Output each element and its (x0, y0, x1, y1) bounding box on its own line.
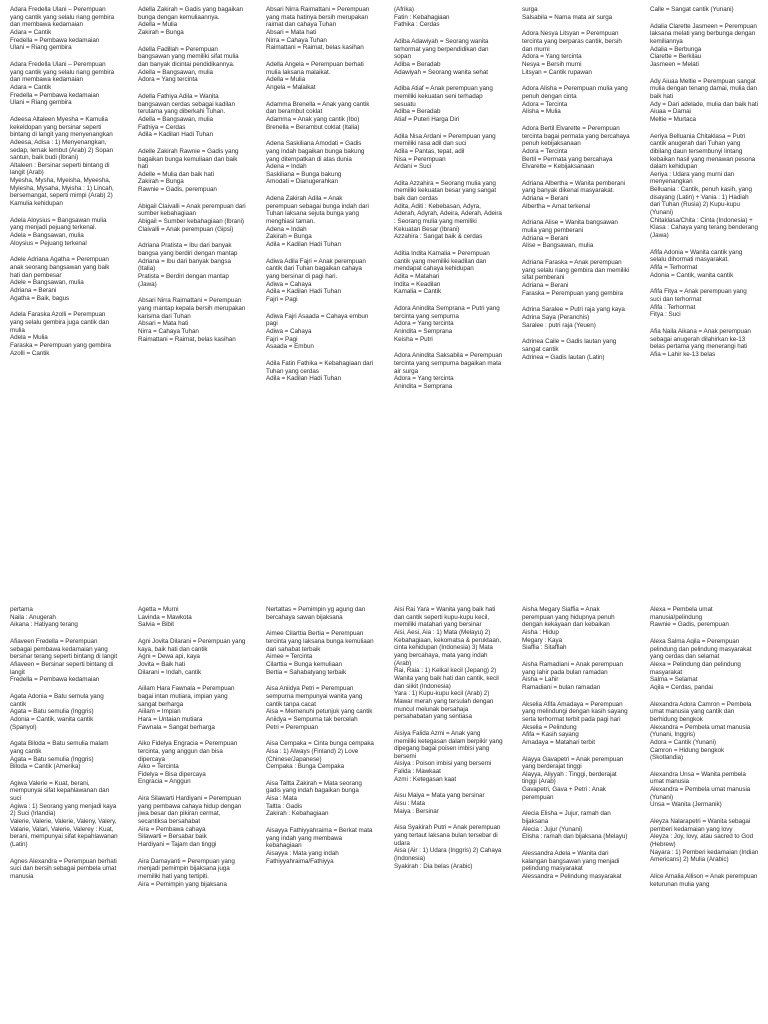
name-entry: Absari Nirra Raimattani = Perempuan yang mata hatinya bersih merupakan raimat dan cahaya Tuhan Absari = Mata hati Nirra = Cahaya Tuhan Raimattani = Raimat, belas kasihan (266, 6, 370, 52)
name-entry: Afifa Fitya = Anak perempuan yang suci dan terhormat Afifa : Terhormat Fitya : Suci (650, 288, 747, 319)
name-entry: Aisa Syakirah Putri = Anak perempuan yang tertaut laksana bulan tersebar di udara Aisa (Air : 1) Udara (Inggris) 2) Cahaya (Indonesia) Syakirah : Dia belas (Arabic) (394, 824, 502, 870)
name-entry: Aisa Taltta Zakirah = Mata seorang gadis yang indah bagaikan bunga Aisa : Mata Taltta : Gadis Zakirah : Kebahagiaan (266, 779, 362, 818)
name-entry: Afifa Adonia = Wanita cantik yang selalu dihormati masyarakat. Afifa = Terhormat Adonia = Cantik, wanita cantik (650, 248, 743, 279)
name-entry: Aira Silawarti Hardiyani = Perempuan yang pembawa cahaya hidup dengan jiwa besar dan pikiran cermat, secantiksa bersahabat Aira = Pembawa cahaya Silawarti = Bersabar baik Hardiyani = Tajam dan tinggi (138, 795, 242, 849)
name-entry: Adela Aloysius = Bangsawan mulia yang menjadi pejuang terkenal. Adela = Bangsawan, mulia Aloysius = Pejuang terkenal (10, 216, 107, 247)
name-entry: Abigail Claivalli = Anak perempuan dari sumber kebahagiaan Abigail = Sumber kebahagiaan (Ibrani) Claivalli = Anak perempuan (Gipsi) (138, 202, 246, 233)
name-entry: Aira Damayanti = Perempuan yang menjadi pemimpin bijaksana juga memiliki hati yang tertipiti. Aira = Pemimpin yang bijaksana (138, 857, 235, 888)
name-entry: Adamma Brenella = Anak yang cantik dan berambut coklat Adamma = Anak yang cantik (Ibo) Brenella = Berambut coklat (Italia) (266, 100, 370, 131)
bottom-text-block (0, 600, 768, 1024)
name-entry: Adriana Alise = Wanita bangsawan mulia yang pemberani Adriana = Berani Alise = Bangsawan, mulia (522, 219, 618, 250)
name-entry: Agiwa Valerie = Kuat, berani, mempunyai sifat kepahlawanan dan suci Agiwa : 1) Seorang yang menjadi kaya 2) Suci (Irlandia) Valerie, Valerie, Valerie, Valeny, Valery, Valarie, Valari, Valerie, Valerey : Kuat, berani, mempunyai sifat kepahlawanan (Latin) (10, 779, 118, 849)
name-entry: Aditia Indita Kamalia = Perempuan cantik yang memiliki keadilan dan mendapat cahaya kehidupan Adita = Matahari Indita = Keadilan Kamalia = Cantik (394, 250, 490, 296)
text-column (128, 600, 256, 1024)
name-entry: Aisayya Fathiyyahraima = Berkat mata yang indah yang membawa kebahagiaan Aisayya : Mata yang indah Fathiyyahraima/Fathiyya (266, 827, 373, 865)
name-entry: Adelle Zakirah Rawnie = Gadis yang bagaikan bunga kemuliaan dan baik hati Adelle = Mulia dan baik hati Zakirah = Bunga Rawnie = Gadis, perempuan (138, 147, 239, 194)
name-entry: Adella Angela = Perempuan berhati mulia laksana malaikat. Adella = Mulia Angela = Malaikat (266, 60, 364, 91)
name-entry: Alice Amalia Allison = Anak perempuan keturunan mulia yang (650, 873, 758, 888)
name-entry: Adila Fatin Fathika = Kebahagiaan dari Tuhan yang cerdas Adila = Kadilan Hadi Tuhan (266, 359, 374, 383)
text-column (256, 600, 384, 1024)
name-entry: Alayya Gavapetri = Anak perempuan yang berderajat tinggi Alayya, Aliyyah : Tinggi, berderajat tinggi (Arab) Gavapetri, Gava + Petri : Anak perempuan (522, 755, 624, 801)
name-entry: Adella Fadillah = Perempuan bangsawan yang memiliki sifat mulia dan banyak dicintai pendidikannya. Adella = Bangsawan, mulia Adora = Yang tercinta (138, 45, 239, 84)
name-entry: Adela Faraska Azolli = Perempuan yang selalu gembira juga cantik dan mulia Adela = Mulia Faraska = Perempuan yang gembira Azolli = Cantik (10, 311, 111, 357)
name-entry: Adita Azzahira = Seorang mulia yang memiliki kekuatan besar yang sangat baik dan cerdas Adita, Aditi : Kebebasan, Adyra, Aderah, Adyrah, Adeira, Aderah, Adeira : Seorang mulia yang memiliki Kekuatan Besar (Ibrani) Azzahira : Sangat baik & cerdas (394, 179, 502, 241)
name-entry: Adriana Albertha = Wanita pemberani yang banyak dikenal masyarakat. Adriana = Berani Albertha = Amat terkenal (522, 179, 626, 210)
text-column (384, 0, 512, 592)
text-column (0, 0, 128, 592)
name-entry: Aisa Cempaka = Cinta bunga cempaka Aisa : 1) Always (Finland) 2) Love (Chinese/Japanese) Cempaka : Bunga Cempaka (266, 740, 374, 771)
name-entry: Adora Nesya Litsyan = Perempuan tercinta yang berparas cantik, bersih dan murni Adora = Yang tercinta Nesya = Bersih murni Litsyan = Cantik rupawan (522, 30, 622, 76)
text-column (640, 0, 768, 592)
name-entry: Aeriya Belluania Chitaklasa = Putri cantik anugerah dari Tuhan yang dibilang daun tersembunyi lintang kebaikan hasil yang menawan pesona dalam kehidupan Aeriya : Udara yang murni dan menyenangkan Belluania : Cantik, penuh kasih, yang disayang (Latin) + Vania : 1) Hadiah dari Tuhan (Rusia) 2) Kupu-kupu (Yunani) Chitaklasa/Chita : Cinta (Indonesia) + Klasa : Cahaya yang terang benderang (Jawa) (650, 132, 758, 240)
name-entry: Adella Zakirah = Gadis yang bagaikan bunga dengan kemuliaannya. Adella = Mulia Zakirah = Bunga (138, 6, 243, 36)
text-column (512, 600, 640, 1024)
name-entry: Adila Nisa Ardani = Perempuan yang memiliki rasa adil dan suci Adila = Pantas, tepat, adil Nisa = Perempuan Ardani = Suci (394, 132, 496, 171)
name-entry: Aleyza Nalarapetri = Wanita sebagai pemberi kedamaian yang lovy Aleyza : Joy, lovy, atau sacred to God (Hebrew) Nayara : 1) Pemberi kedamaian (Indian Americans) 2) Mulia (Arabic) (650, 818, 759, 864)
name-entry: Aiko Fidelya Engracia = Perempuan tercinta, yang anggun dan bisa dipercaya Aiko = Tercinta Fidelya = Bisa dipercaya Engracia = Anggun (138, 740, 238, 786)
name-entry: Adrinea Caile = Gadis lautan yang sangat cantik Adrinea = Gadis lautan (Latin) (522, 338, 617, 361)
name-entry: Adrina Saralee = Putri raja yang kaya Adrina Saya (Peranchis) Saralee : putri raja (Yeuen) (522, 306, 625, 329)
name-entry: Aisha Ramadiani = Anak perempuan yang lahir pada bulan ramadan Aisha = Lahir Ramadiani = bulan ramadan (522, 660, 623, 691)
text-column (384, 600, 512, 1024)
name-entry: Adiba Adawiyah = Seorang wanita terhormat yang berpendidikan dan sopan Adiba = Beradab Adawiyah = Seorang wanita sehat (394, 37, 489, 76)
text-column (640, 600, 768, 1024)
name-entry: Alessandra Adela = Wanita dari kalangan bangsawan yang menjadi pelindung masyarakat Alessandra = Pelindung masyarakat (522, 850, 622, 881)
name-entry: Adiba Atiaf = Anak perempuan yang memiliki kekuatan seni terhadap sesuatu Adiba = Beradab Atiaf = Puteri Harga Diri (394, 85, 493, 123)
name-entry: Aiilam Hara Fawnala = Perempuan bagai intan mutiara, impian yang sangat berharga Aiilam = Impian Hara = Untaian mutiara Fawnala = Sangat berharga (138, 685, 235, 731)
name-entry: Adiwa Fajri Asaada = Cahaya embun pagi Adiwa = Cahaya Fajri = Pagi Asaada = Embun (266, 312, 369, 351)
name-entry: Agnes Alexandra = Perempuan berhati suci dan bersih sebagai pembela umat manusia (10, 857, 117, 881)
name-entry: Adora Anindita Semprana = Putri yang tercinta yang sempurna Adora = Yang tercinta Anindita = Semprana Keisha = Putri (394, 305, 500, 343)
name-entry: Aimee Cilarttia Bertia = Perempuan tercinta yang laksana bunga kemuliaan dari sahabat terbaik Aimee = Tercinta Cilarttia = Bunga kemuliaan Bertia = Sahabatyang terbaik (266, 630, 374, 676)
name-entry: Afia Naila Aikana = Anak perempuan sebagai anugerah dilahirkan ke-13 belas pertama yang menerangi hati Afia = Lahir ke-13 belas (650, 327, 751, 358)
name-entry: Adara Fredella Ulani – Perempuan yang cantik yang selalu riang gembira dan membawa kedamaian Adara = Cantik Fredella = Pembawa kedamaian Ulani = Riang gembira (10, 60, 115, 107)
name-entry: Adora Alisha = Perempuan mulia yang penuh dengan cinta Adora = Tercinta Alisha = Mulia (522, 85, 628, 116)
name-entry: Agni Jovita Dilarani = Perempuan yang kaya, baik hati dan cantik Agni = Dewa api, kaya Jovita = Baik hati Dilarani = Indah, cantik (138, 637, 246, 676)
name-entry: Adeesa Altaleen Myesha = Kamulia kekeldopan yang bersinar seperti bintang di langit yang menyenangkan Adeesa, Adisa : 1) Menyenangkan, sedap, lemak lembut (Arab) 2) Sopan santun, baik budi (Ibrani) Altaleen : Bersinar seperti bintang di langit (Arab) Myesha, Mysha, Myeisha, Myeesha, Myiesha, Mysaha, Myisha : 1) Lincah, bersemangat, seperti mimpi (Arab) 2) Kamulia kehidupan (10, 115, 114, 208)
name-entry: Adara Fredella Ulani – Perempuan yang cantik yang selalu riang gembira dan membawa kedamaian Adara = Cantik Fredella = Pembawa kedamaian Ulani = Riang gembira (10, 6, 115, 52)
name-entry: Adora Anindita Saksabila = Perempuan tercinta yang sempurna bagaikan mata air surga Adora = Yang tercinta Anindita = Semprana (394, 352, 503, 390)
name-entry: Agata Biloda = Batu semulia malam yang cantik Agata = Batu semulia (Inggris) Biloda = Cantik (Amerika) (10, 740, 109, 771)
text-column (256, 0, 384, 592)
name-entry: Adora Bertil Elvarette = Perempuan tercinta bagai permata yang bercahaya penuh kebijaksanaan Adora = Tercinta Bertil = Permata yang bercahaya Elvarette = Kebijaksanaan (522, 124, 630, 171)
name-entry: Adiwa Adila Fajri = Anak perempuan cantik dari Tuhan bagaikan cahaya yang bersinar di pagi hari. Adiwa = Cahaya Adila = Kadilan Hadi Tuhan Fajri = Pagi (266, 257, 366, 303)
name-entry: Adriana Faraska = Anak perempuan yang selalu riang gembira dan memiliki sifat pemberani Adriana = Berani Faraska = Perempuan yang gembira (522, 259, 630, 297)
name-entry: Alecia Elisha = Jujur, ramah dan bijaksana Alecia : Jujur (Yunani) Elisha : ramah dan bijaksana (Melayu) (522, 810, 628, 841)
name-entry: Adella Fathiya Adila = Wanita bangsawan cerdas sebagai kadilan terutama yang diberkahi Tuhan. Adella = Bangsawan, mulia Fathiya = Cerdas Adila = Kadilan Hadi Tuhan (138, 92, 235, 139)
name-entry: Afiaveen Fredella = Perempuan sebagai pembawa kedamaian yang bersinar terang seperti bintang di langit Afiaveen = Bersinar seperti bintang di langit Fredella = Pembawa kedamaian (10, 637, 118, 684)
name-entry: Aisi Rai Yara = Wanita yang baik hati dan cantik seperti kupu-kupu kecil, memiliki matahari yang bersinar Aisi, Aesi, Aia : 1) Mata (Melayu) 2) Kebahagiaan, kekomatsa & peruktaan, cinta kehidupan (Indonesia) 3) Mata yang bercahaya, mata yang indah (Arab) Rai, Raia : 1) Kelkal kecil (Jepang) 2) Wanita yang baik hati dan cantik, kecil dan siikit (Indonesia) Yara : 1) Kupu-kupu kecil (Arab) 2) Mawar merah yang tersulah dengan muncul melunak bersahaja persahabatan yang sentiasa (394, 606, 501, 721)
name-entry: Akselia Afifa Amadaya = Perempuan yang melindungi dengan kasih sayang serta terhormat terbit pada pagi hari Akselia = Pelindung Afifa = Kasih sayang Amadaya = Matahari terbit (522, 700, 628, 746)
name-entry: (Afrika) Fatin : Kebahagiaan Fathika : Cerdas (394, 6, 450, 29)
name-entry: Alexandra Adora Camron = Pembela umat manusia yang cantik dan berhidung bengkok Alexandra = Pembela umat manusia (Yunani, Inggris) Adora = Cantik (Yunani) Camron = Hidung bengkok (Skotlandia) (650, 700, 752, 762)
name-entry: Adena Zakirah Adila = Anak perempuan sebagai bunga indah dari Tuhan laksana sejuta bunga yang menghiasi taman. Adena = Indah Zakirah = Bunga Adila = Kadilan Hadi Tuhan (266, 195, 369, 249)
name-entry: Ady Aiuaa Meltie = Perempuan sangat mulia dengan tenang damai, mulia dan baik hati Ady = Dari adelade, mulia dan baik hati Aiuaa = Damai Meltie = Murtaca (650, 77, 758, 123)
name-entry: Aisha Megary Siaffia = Anak perempuan yang hidupnya penuh dengan kekayaan dan kebaikan Aisha : Hidup Megary : Kaya Siaffia : Sitaffiah (522, 606, 615, 652)
text-column (512, 0, 640, 592)
name-entry: Agetta = Murni Lavinda = Mawkota Salvia = Bibit (138, 606, 192, 629)
name-entry: Adena Saskiliana Amodati = Gadis yang indah bagaikan bunga bakung yang ditempatkan di atas dunia Adena = Indah Saskiliana = Bunga bakung Amodati = Dianugerahkan (266, 140, 365, 186)
name-entry: pertama Naila : Anugerah Aikana : Hatiyang terang (10, 606, 78, 629)
name-entry: Aisa Aniidya Petri = Perempuan sempurna mempunyai wanita yang cantik tanpa cacat Aisa = Memenuhi petunjuk yang cantik Aniidya = Sempurna tak bercelah Petri = Perempuan (266, 685, 373, 731)
name-entry: Aisiya Falida Azmi = Anak yang memiliki ketegasan dalam berpikir yang dipegang bagai poisen imbisi yang bersemi Aisiya : Poison imbisi yang bersemi Falida : Mawkaat Azmi : Ketegasan kaat (394, 729, 503, 783)
name-entry: Adriana Pratista = Ibu dari banyak bangsa yang berdiri dengan mantap Adriana = Ibu dari banyak bangsa (Italia) Pratista = Berdiri dengan mantap (Jawa) (138, 242, 238, 288)
name-entry: Nertattas = Pemimpin yg agung dan bercahaya sawan bijaksana (266, 606, 366, 621)
name-entry: Adele Adriana Agatha = Perempuan anak seorang bangsawan yang baik hati dan pembesar Adele = Bangsawan, mulia Adriana = Berani Agatha = Baik, bagus (10, 256, 110, 302)
name-entry: Absari Nirra Raimattani = Perempuan yang mantap kepala bersih merupakan karisma dari Tuhan Absari = Mata hati Nirra = Cahaya Tuhan Raimattani = Raimat, belas kasihan (138, 297, 246, 343)
name-entry: Aisu Maiya = Mata yang bersinar Aisu : Mata Maiya : Bersinar (394, 792, 485, 815)
text-column (0, 600, 128, 1024)
text-column (128, 0, 256, 592)
name-entry: Agata Adonia = Batu semula yang cantik Agata = Batu semulia (Inggris) Adonia = Cantik, wanita cantik (Spanyol) (10, 692, 104, 731)
name-entry: surga Salsabila = Nama mata air surga (522, 6, 613, 21)
name-entry: Alexandra Unsa = Wanita pembela umat manusia Alexandra = Pembela umat manusia (Yunani) Unsa = Wanita (Jermanik) (650, 770, 751, 809)
name-entry: Alexa Salma Aqila = Perempuan pelindung dan pelindung masyarakat yang cerdas dan selamat Alexa = Pelindung dan pelindung masyarakat Salma = Selamat Aqila = Cerdas, pandai (650, 637, 752, 691)
name-entry: Calle = Sangat cantik (Yunani) (650, 6, 734, 13)
name-entry: Alexa = Pembela umat manusia/pelindung Rawnie = Gadis, perempuan (650, 606, 729, 629)
name-entry: Adalia Clarette Jasmeen = Perempuan laksana melati yang berbunga dengan kemiliannya Adalia = Berbunga Clarette = Berkilau Jasmeen = Melati (650, 22, 757, 68)
